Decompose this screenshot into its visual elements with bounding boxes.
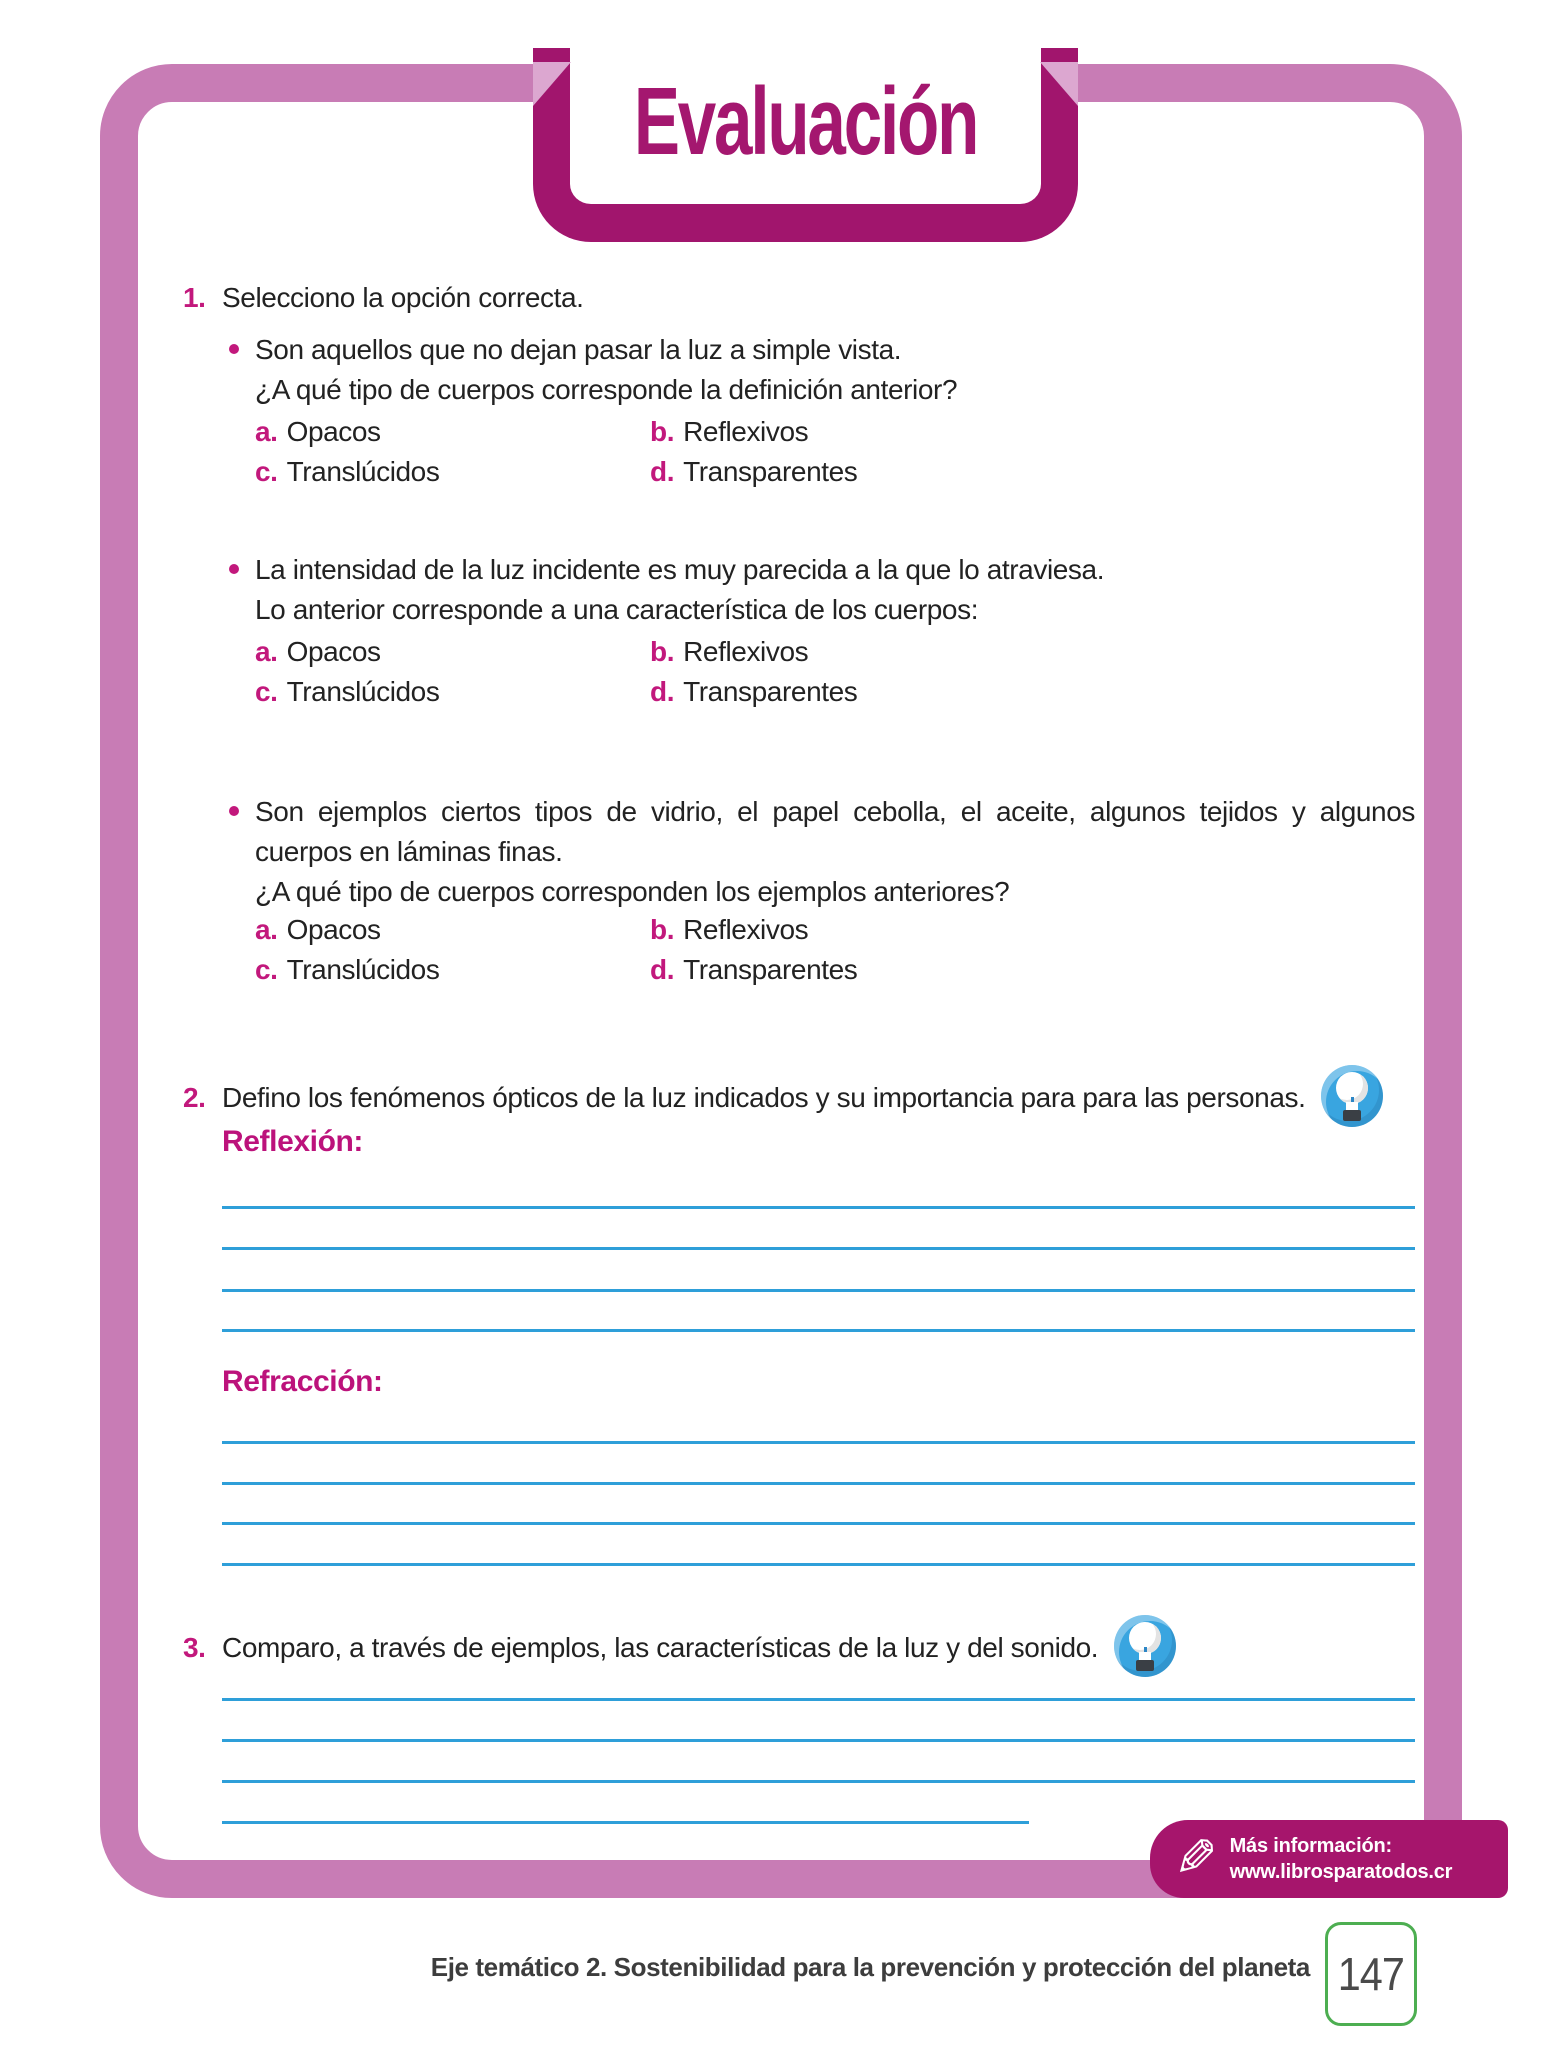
answer-line <box>222 1739 1415 1742</box>
option-letter: d. <box>650 456 675 487</box>
option-label: Opacos <box>286 914 381 945</box>
option-letter: b. <box>650 914 675 945</box>
option-label: Transparentes <box>683 954 858 985</box>
answer-line <box>222 1780 1415 1783</box>
question-3-number: 3. <box>183 1632 206 1663</box>
option-d <box>650 672 857 712</box>
question-3-prompt: Comparo, a través de ejemplos, las características de la luz y del sonido. <box>222 1632 1099 1663</box>
option-letter: a. <box>255 636 278 667</box>
option-label: Opacos <box>286 636 381 667</box>
ribbon-fold-left <box>533 62 571 106</box>
lightbulb-base <box>1343 1110 1361 1121</box>
question-1 <box>183 278 584 318</box>
pencil-icon: ✎ <box>1174 1829 1218 1889</box>
option-label: Reflexivos <box>683 636 809 667</box>
bullet-dot <box>229 344 239 354</box>
option-label: Translúcidos <box>286 676 440 707</box>
option-c <box>255 950 439 990</box>
more-info-text <box>1230 1833 1453 1885</box>
option-a <box>255 412 381 452</box>
option-d <box>650 452 857 492</box>
bullet-2-line-2: Lo anterior corresponde a una característica de los cuerpos: <box>255 594 979 625</box>
option-c <box>255 452 439 492</box>
lightbulb-icon <box>1114 1615 1176 1677</box>
question-2-number: 2. <box>183 1082 206 1113</box>
footer-text: Eje temático 2. Sostenibilidad para la prevención y protección del planeta <box>430 1952 1310 1982</box>
option-label: Transparentes <box>683 456 858 487</box>
answer-line <box>222 1247 1415 1250</box>
more-info-url: www.librosparatodos.cr <box>1229 1861 1453 1883</box>
option-letter: a. <box>255 914 278 945</box>
option-d <box>650 950 857 990</box>
option-a <box>255 632 381 672</box>
answer-line <box>222 1482 1415 1485</box>
option-letter: c. <box>255 954 278 985</box>
question-1-number: 1. <box>183 282 206 313</box>
option-label: Translúcidos <box>286 456 440 487</box>
option-label: Opacos <box>286 416 381 447</box>
option-letter: d. <box>650 954 675 985</box>
option-label: Reflexivos <box>683 914 809 945</box>
option-label: Translúcidos <box>286 954 440 985</box>
option-b <box>650 910 808 950</box>
answer-line <box>222 1289 1415 1292</box>
more-info-box <box>1150 1820 1508 1898</box>
bullet-3-line-3: ¿A qué tipo de cuerpos corresponden los ejemplos anteriores? <box>255 876 1010 907</box>
bullet-3-line-2: cuerpos en láminas finas. <box>255 836 563 867</box>
question-1-prompt: Selecciono la opción correcta. <box>222 282 584 313</box>
option-letter: c. <box>255 676 278 707</box>
answer-line <box>222 1563 1415 1566</box>
section-label-reflexion: Reflexión: <box>222 1125 364 1158</box>
bullet-dot <box>229 806 239 816</box>
bullet-1-line-2: ¿A qué tipo de cuerpos corresponde la definición anterior? <box>255 374 958 405</box>
lightbulb-base <box>1136 1660 1154 1671</box>
bullet-1-line-1: Son aquellos que no dejan pasar la luz a simple vista. <box>255 334 902 365</box>
question-2 <box>183 1078 1383 1127</box>
page-number: 147 <box>1337 1948 1405 2000</box>
page-number-box <box>1325 1922 1417 2026</box>
option-letter: b. <box>650 636 675 667</box>
lightbulb-icon <box>1321 1065 1383 1127</box>
bullet-dot <box>229 564 239 574</box>
answer-line <box>222 1441 1415 1444</box>
option-label: Reflexivos <box>683 416 809 447</box>
answer-line <box>222 1522 1415 1525</box>
option-b <box>650 412 808 452</box>
answer-line <box>222 1698 1415 1701</box>
ribbon-fold-right <box>1040 62 1078 106</box>
answer-line <box>222 1329 1415 1332</box>
option-letter: b. <box>650 416 675 447</box>
bullet-3-line-1: Son ejemplos ciertos tipos de vidrio, el papel cebolla, el aceite, algunos tejidos y algunos <box>255 796 1415 827</box>
option-a <box>255 910 381 950</box>
more-info-label: Más información: <box>1229 1835 1392 1857</box>
option-letter: c. <box>255 456 278 487</box>
answer-line <box>222 1206 1415 1209</box>
option-c <box>255 672 439 712</box>
question-2-prompt: Defino los fenómenos ópticos de la luz indicados y su importancia para para las personas. <box>222 1082 1306 1113</box>
option-letter: a. <box>255 416 278 447</box>
question-3 <box>183 1628 1176 1677</box>
option-letter: d. <box>650 676 675 707</box>
bullet-2-line-1: La intensidad de la luz incidente es muy parecida a la que lo atraviesa. <box>255 554 1105 585</box>
answer-line <box>222 1821 1029 1824</box>
section-label-refraccion: Refracción: <box>222 1365 383 1398</box>
page-title: Evaluación <box>633 68 978 175</box>
option-b <box>650 632 808 672</box>
option-label: Transparentes <box>683 676 858 707</box>
